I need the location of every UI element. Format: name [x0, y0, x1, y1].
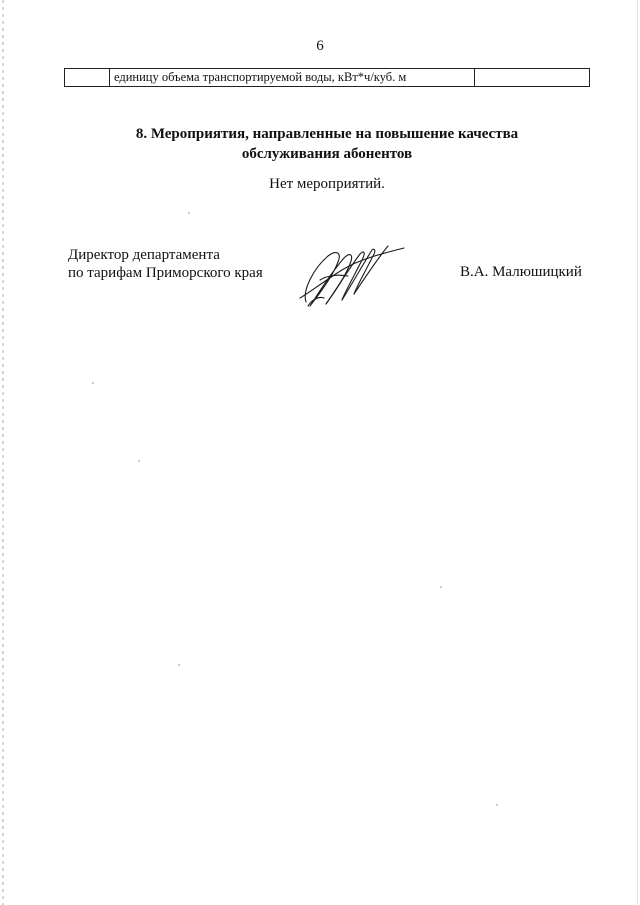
table-row: [65, 69, 590, 87]
signer-title-line2: по тарифам Приморского края: [68, 265, 263, 281]
section-heading-line2: обслуживания абонентов: [241, 146, 413, 162]
section-heading: [0, 124, 640, 164]
section-heading-line1: 8. Мероприятия, направленные на повышение качества: [135, 126, 519, 142]
page-number: 6: [316, 38, 324, 54]
scan-speck: [440, 586, 442, 588]
scan-speck: [496, 804, 498, 806]
scan-speck: [92, 382, 94, 384]
signer-title: [68, 246, 263, 282]
signer-name: В.А. Малюшицкий: [460, 264, 582, 280]
scan-speck: [138, 460, 140, 462]
continuation-table: [64, 68, 590, 87]
signer-title-line1: Директор департамента: [68, 247, 220, 263]
table-cell-value: [475, 69, 590, 87]
table-cell-num: [65, 69, 110, 87]
table-cell-description: единицу объема транспортируемой воды, кВт*ч/куб. м: [110, 69, 475, 87]
scan-speck: [188, 212, 190, 214]
scan-speck: [178, 664, 180, 666]
section-content: Нет мероприятий.: [269, 176, 385, 192]
handwritten-signature: [296, 240, 416, 312]
